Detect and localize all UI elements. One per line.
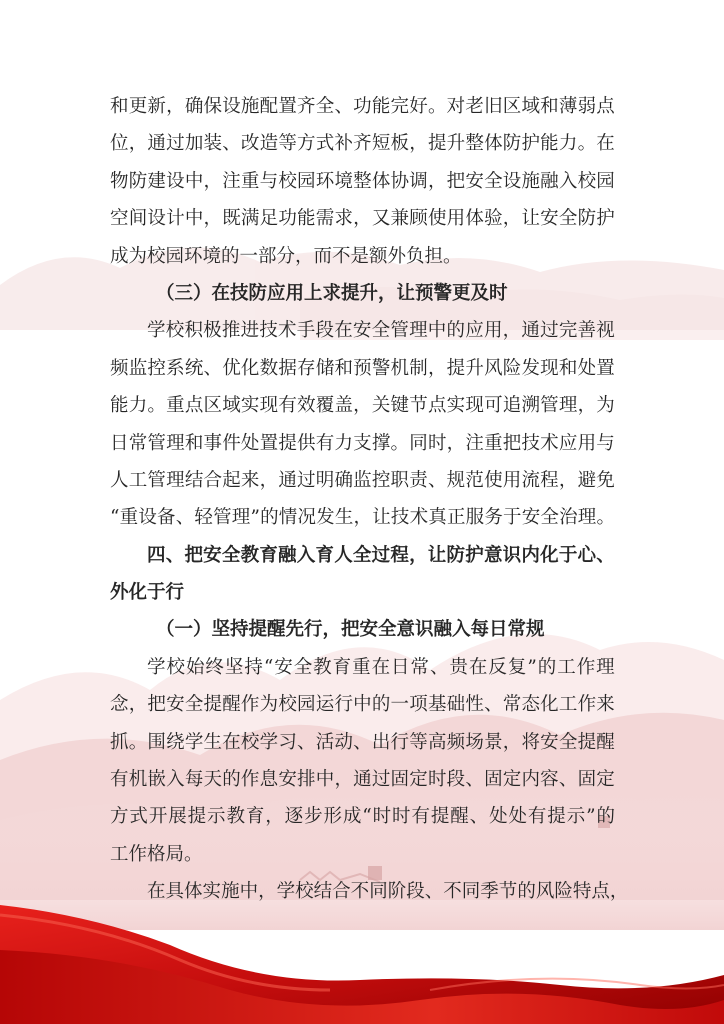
text-line: “ 重 设 备 、 轻 管 理 ” 的 情 况 发 生 ， 让 技 术 真 正 服 务 于 安 全 治 理 。 <box>110 507 615 529</box>
paragraph <box>110 873 629 910</box>
section-heading <box>110 537 615 612</box>
heading-text: 外化于行 <box>110 582 185 604</box>
subheading-text: （一）坚持提醒先行，把安全意识融入每日常规 <box>156 619 545 641</box>
subheading <box>110 275 615 312</box>
text-line: 人 工 管 理 结 合 起 来 ， 通 过 明 确 监 控 职 责 、 规 范 使 用 流 程 ， 避 免 <box>110 469 615 491</box>
text-line: 学 校 积 极 推 进 技 术 手 段 在 安 全 管 理 中 的 应 用 ， 通 过 完 善 视 <box>147 320 615 342</box>
text-line: 和 更 新 ， 确 保 设 施 配 置 齐 全 、 功 能 完 好 。 对 老 旧 区 域 和 薄 弱 点 <box>110 96 615 117</box>
text-line: 空 间 设 计 中 ， 既 满 足 功 能 需 求 ， 又 兼 顾 使 用 体 验 ， 让 安 全 防 护 <box>110 208 615 230</box>
paragraph <box>110 649 615 873</box>
text-line: 物 防 建 设 中 ， 注 重 与 校 园 环 境 整 体 协 调 ， 把 安 全 设 施 融 入 校 园 <box>110 170 615 192</box>
subheading <box>110 611 615 648</box>
text-line: 有 机 嵌 入 每 天 的 作 息 安 排 中 ， 通 过 固 定 时 段 、 固 定 内 容 、 固 定 <box>110 769 615 791</box>
document-body <box>110 88 629 911</box>
text-line: 日 常 管 理 和 事 件 处 置 提 供 有 力 支 撑 。 同 时 ， 注 重 把 技 术 应 用 与 <box>110 432 615 454</box>
text-line: 学 校 始 终 坚 持 “ 安 全 教 育 重 在 日 常 、 贵 在 反 复 ” 的 工 作 理 <box>147 656 615 678</box>
text-line: 能 力 。 重 点 区 域 实 现 有 效 覆 盖 ， 关 键 节 点 实 现 可 追 溯 管 理 ， 为 <box>110 395 615 417</box>
text-line: 抓 。 围 绕 学 生 在 校 学 习 、 活 动 、 出 行 等 高 频 场 景 ， 将 安 全 提 醒 <box>110 731 615 753</box>
text-line: 方 式 开 展 提 示 教 育 ， 逐 步 形 成 “ 时 时 有 提 醒 、 处 处 有 提 示 ” 的 <box>110 806 615 828</box>
text-line: 在 具 体 实 施 中 ， 学 校 结 合 不 同 阶 段 、 不 同 季 节 的 风 险 特 点 ， <box>147 881 629 903</box>
paragraph <box>110 312 615 536</box>
heading-text: 四 、 把 安 全 教 育 融 入 育 人 全 过 程 ， 让 防 护 意 识 内 化 于 心 、 <box>147 544 615 566</box>
text-line: 成为校园环境的一部分，而不是额外负担。 <box>110 245 462 267</box>
text-line: 位 ， 通 过 加 装 、 改 造 等 方 式 补 齐 短 板 ， 提 升 整 体 防 护 能 力 。 在 <box>110 133 615 155</box>
subheading-text: （三）在技防应用上求提升，让预警更及时 <box>156 282 508 304</box>
text-line: 念 ， 把 安 全 提 醒 作 为 校 园 运 行 中 的 一 项 基 础 性 、 常 态 化 工 作 来 <box>110 694 615 716</box>
text-line: 频 监 控 系 统 、 优 化 数 据 存 储 和 预 警 机 制 ， 提 升 风 险 发 现 和 处 置 <box>110 357 615 379</box>
paragraph <box>110 88 615 275</box>
text-line: 工作格局。 <box>110 843 203 865</box>
